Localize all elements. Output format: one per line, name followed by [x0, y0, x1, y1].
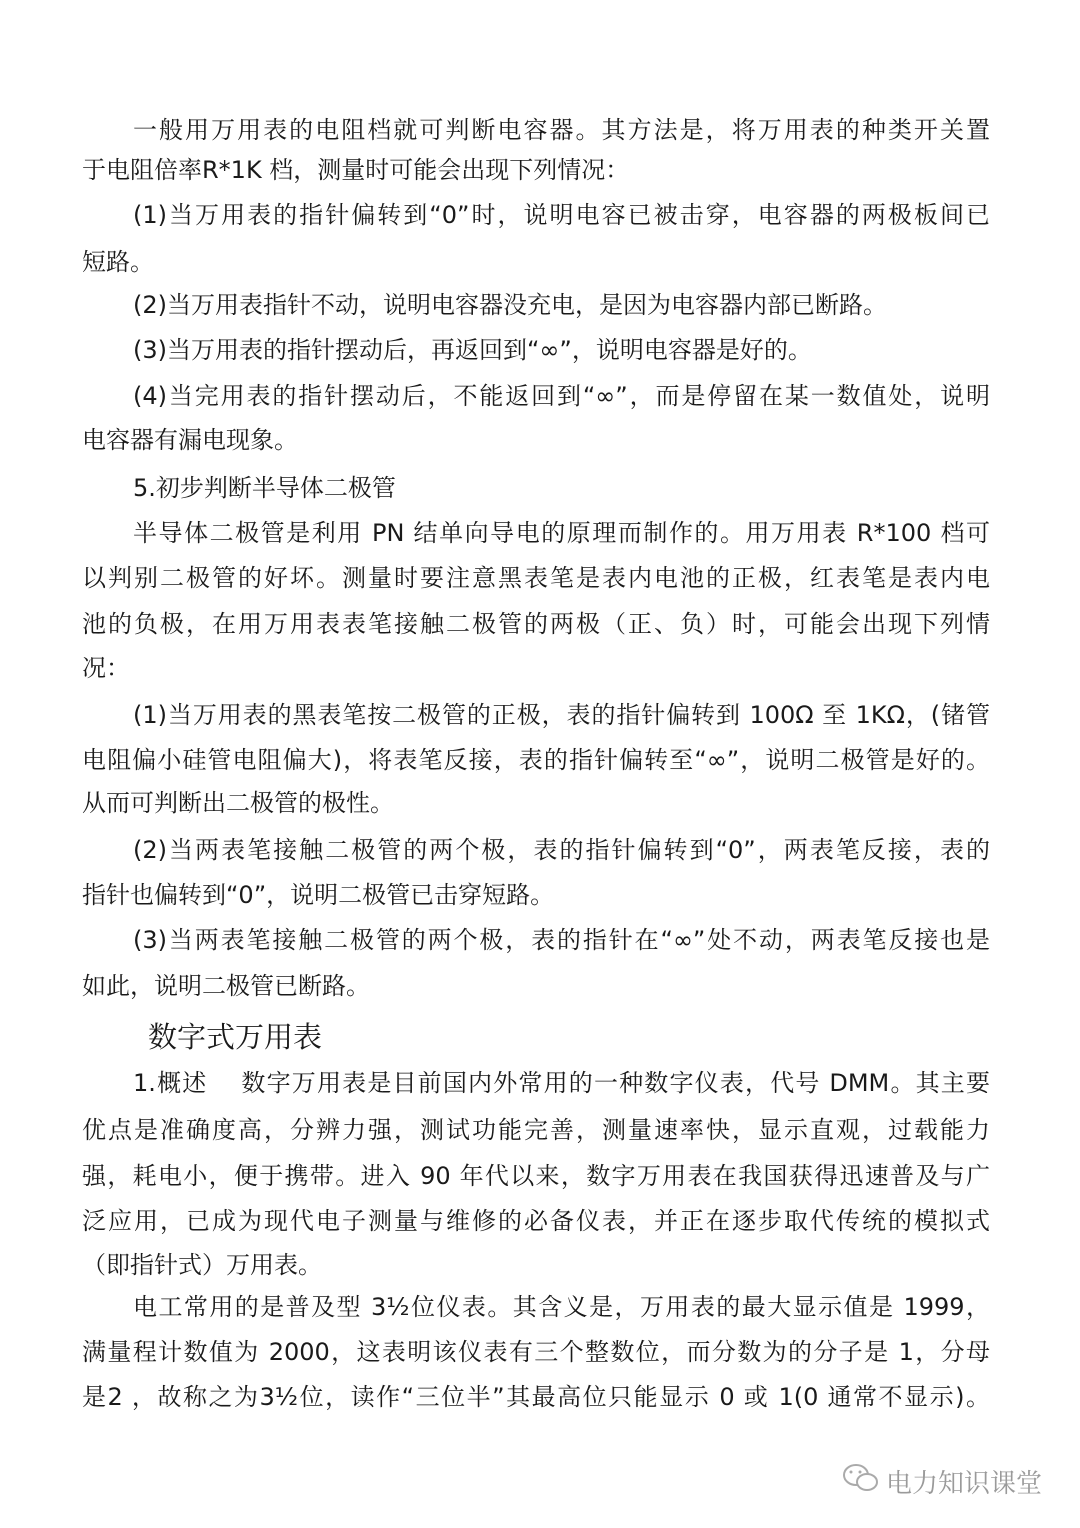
text-line: (3)当万用表的指针摆动后，再返回到“∞”，说明电容器是好的。 — [133, 336, 812, 364]
text-line: (2)当万用表指针不动，说明电容器没充电，是因为电容器内部已断路。 — [133, 291, 887, 319]
text-line: (1)当万用表的指针偏转到“0”时，说明电容已被击穿，电容器的两极板间已 — [133, 201, 990, 229]
text-line: (2)当两表笔接触二极管的两个极，表的指针偏转到“0”，两表笔反接，表的 — [133, 836, 990, 864]
text-line: 满量程计数值为 2000，这表明该仪表有三个整数位，而分数为的分子是 1，分母 — [82, 1338, 990, 1366]
text-line: 泛应用，已成为现代电子测量与维修的必备仪表，并正在逐步取代传统的模拟式 — [82, 1207, 990, 1235]
text-line: 强，耗电小，便于携带。进入 90 年代以来，数字万用表在我国获得迅速普及与广 — [82, 1162, 990, 1190]
text-line: 短路。 — [82, 248, 154, 276]
section-title: 5.初步判断半导体二极管 — [133, 474, 396, 502]
text-line: 以判别二极管的好坏。测量时要注意黑表笔是表内电池的正极，红表笔是表内电 — [82, 564, 990, 592]
text-line: 如此，说明二极管已断路。 — [82, 972, 370, 1000]
text-line: 一般用万用表的电阻档就可判断电容器。其方法是，将万用表的种类开关置 — [133, 116, 990, 144]
text-line: 1.概述 数字万用表是目前国内外常用的一种数字仪表，代号 DMM。其主要 — [133, 1069, 990, 1097]
text-line: 半导体二极管是利用 PN 结单向导电的原理而制作的。用万用表 R*100 档可 — [133, 519, 990, 547]
text-line: 况： — [82, 654, 130, 682]
text-line: 优点是准确度高，分辨力强，测试功能完善，测量速率快，显示直观，过载能力 — [82, 1116, 990, 1144]
watermark — [842, 1462, 1042, 1501]
watermark-text: 电力知识课堂 — [886, 1469, 1043, 1499]
text-line: 于电阻倍率R*1K 档，测量时可能会出现下列情况： — [82, 156, 630, 184]
text-line: 从而可判断出二极管的极性。 — [82, 789, 394, 817]
text-line: (3)当两表笔接触二极管的两个极，表的指针在“∞”处不动，两表笔反接也是 — [133, 926, 990, 954]
text-line: 是2 ，故称之为3½位，读作“三位半”其最高位只能显示 0 或 1(0 通常不显示)。 — [82, 1383, 990, 1411]
text-line: 电工常用的是普及型 3½位仪表。其含义是，万用表的最大显示值是 1999， — [133, 1293, 990, 1321]
wechat-icon — [842, 1462, 880, 1501]
section-heading: 数字式万用表 — [148, 1020, 323, 1054]
text-line: (1)当万用表的黑表笔按二极管的正极，表的指针偏转到 100Ω 至 1KΩ，(锗管 — [133, 701, 990, 729]
text-line: 电阻偏小硅管电阻偏大)，将表笔反接，表的指针偏转至“∞”，说明二极管是好的。 — [82, 746, 990, 774]
text-line: 池的负极，在用万用表表笔接触二极管的两极（正、负）时，可能会出现下列情 — [82, 610, 990, 638]
text-line: （即指针式）万用表。 — [82, 1251, 322, 1279]
text-line: 电容器有漏电现象。 — [82, 426, 298, 454]
text-line: (4)当完用表的指针摆动后，不能返回到“∞”，而是停留在某一数值处，说明 — [133, 382, 990, 410]
text-line: 指针也偏转到“0”，说明二极管已击穿短路。 — [82, 881, 555, 909]
